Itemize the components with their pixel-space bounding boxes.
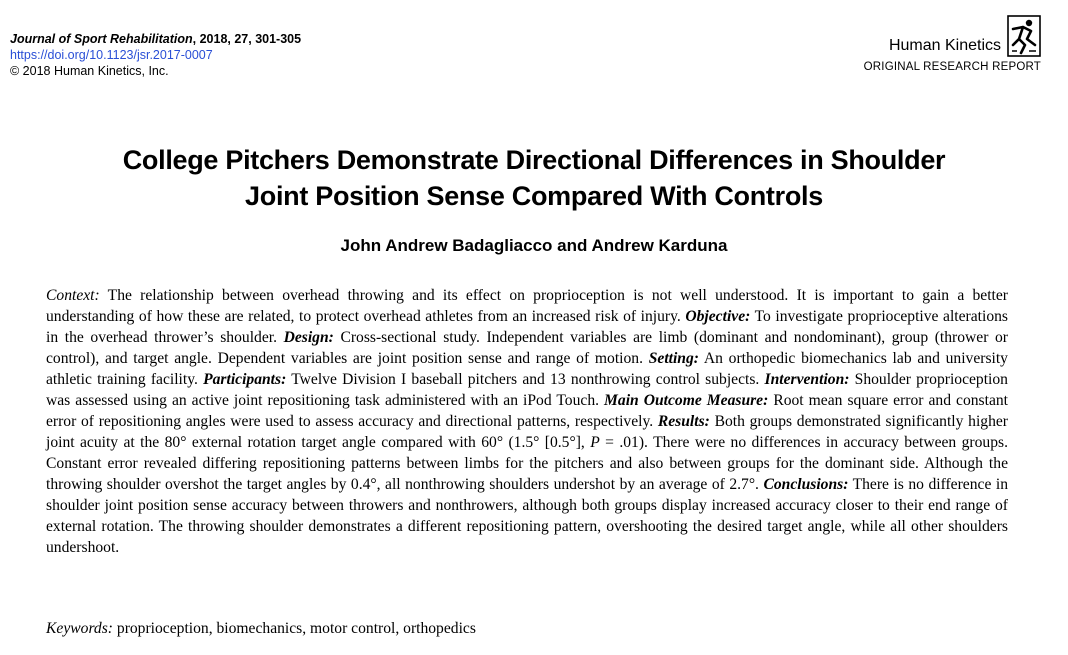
keywords-text: proprioception, biomechanics, motor control, orthopedics [113, 620, 476, 637]
context-label: Context: [46, 287, 100, 304]
journal-citation [10, 31, 301, 47]
publisher-row [864, 15, 1041, 57]
outcome-text: Root mean square error and constant error of repositioning angles were used to assess accuracy and directional patterns, respectively. [46, 392, 1008, 430]
outcome-label: Main Outcome Measure: [604, 392, 769, 409]
publisher-name: Human Kinetics [888, 37, 1001, 54]
article-title [0, 142, 1068, 214]
human-kinetics-logo-icon [1007, 15, 1041, 57]
intervention-text: Shoulder proprioception was assessed using an active joint repositioning task administered with an iPod Touch. [46, 371, 1008, 409]
intervention-label: Intervention: [764, 371, 850, 388]
abstract [46, 285, 1008, 558]
participants-label: Participants: [203, 371, 287, 388]
article-title-line-2: Joint Position Sense Compared With Controls [245, 181, 823, 211]
journal-name: Journal of Sport Rehabilitation [10, 32, 193, 46]
article-title-line-1: College Pitchers Demonstrate Directional Differences in Shoulder [122, 145, 946, 175]
journal-volume: , 2018, 27, 301-305 [192, 32, 302, 46]
results-text-1: Both groups demonstrated significantly higher joint acuity at the 80° external rotation target angle compared with 60° (1.5° [0.5°], [46, 413, 1008, 451]
report-type-label: ORIGINAL RESEARCH REPORT [863, 61, 1041, 73]
design-text: Cross-sectional study. Independent variables are limb (dominant and nondominant), group (thrower or control), and target angle. Dependent variables are joint position sense and range of motion. [46, 329, 1009, 367]
participants-text: Twelve Division I baseball pitchers and 13 nonthrowing control subjects. [286, 371, 765, 388]
setting-label: Setting: [648, 350, 699, 367]
results-text-2: = .01). There were no differences in accuracy between groups. Constant error revealed differing repositioning patterns between limbs for the pitchers and also between groups for the dominant side. Although the throwing shoulder overshot the target angles by 0.4°, all nonthrowing shoulders undershot by an average of 2.7°. [46, 434, 1008, 493]
conclusions-label: Conclusions: [763, 476, 849, 493]
article-authors: John Andrew Badagliacco and Andrew Karduna [340, 236, 728, 255]
keywords-label: Keywords: [46, 620, 113, 637]
copyright-notice: © 2018 Human Kinetics, Inc. [10, 64, 169, 78]
results-label: Results: [657, 413, 710, 430]
design-label: Design: [283, 329, 334, 346]
context-text: The relationship between overhead throwing and its effect on proprioception is not well understood. It is important to gain a better understanding of how these are related, to protect overhead athletes from an increased risk of injury. [46, 287, 1008, 325]
results-p-symbol: P [590, 434, 600, 451]
publisher-block [864, 15, 1041, 73]
objective-label: Objective: [685, 308, 751, 325]
conclusions-text: There is no difference in shoulder joint position sense accuracy between throwers and nonthrowers, although both groups display increased accuracy closer to their end range of external rotation. The throwing shoulder demonstrates a different repositioning pattern, overshooting the desired target angle, while all other shoulders undershoot. [46, 476, 1008, 556]
keywords [46, 618, 1008, 639]
setting-text: An orthopedic biomechanics lab and university athletic training facility. [46, 350, 1008, 388]
doi-link[interactable]: https://doi.org/10.1123/jsr.2017-0007 [10, 48, 213, 62]
journal-info [10, 31, 301, 79]
abstract-paragraph [46, 285, 1008, 558]
objective-text: To investigate proprioceptive alterations in the overhead thrower’s shoulder. [46, 308, 1008, 346]
